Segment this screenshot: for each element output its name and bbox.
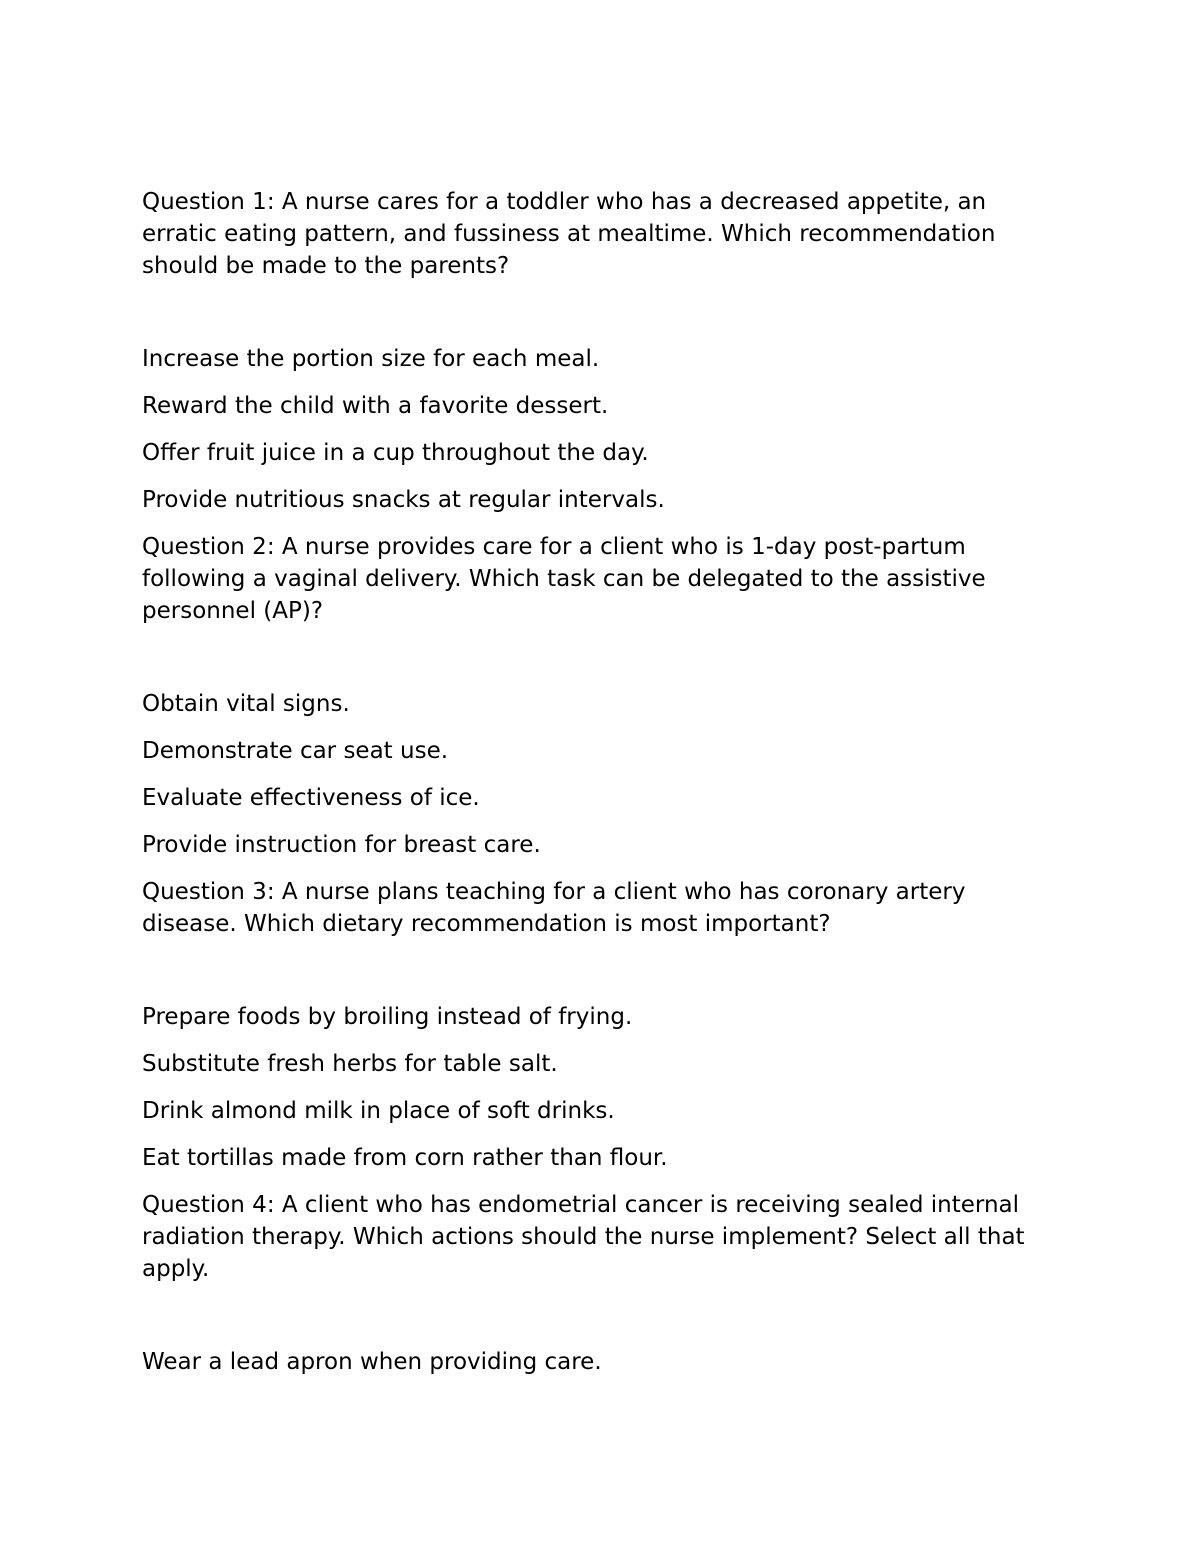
question-block-1 (142, 186, 1062, 516)
question-3-options (142, 1001, 1062, 1174)
question-2-option-2: Demonstrate car seat use. (142, 738, 449, 764)
question-1-options (142, 343, 1062, 516)
question-1-option-2: Reward the child with a favorite dessert. (142, 393, 609, 419)
question-1-option-3: Offer fruit juice in a cup throughout the day. (142, 440, 649, 466)
document-content (142, 186, 1062, 1393)
question-3-stem: Question 3: A nurse plans teaching for a client who has coronary artery disease. Which dietary recommendation is most important? (142, 879, 966, 937)
question-block-2 (142, 531, 1062, 861)
question-3-option-4: Eat tortillas made from corn rather than flour. (142, 1145, 668, 1171)
question-block-4 (142, 1189, 1062, 1378)
question-3-option-2: Substitute fresh herbs for table salt. (142, 1051, 558, 1077)
question-2-option-4: Provide instruction for breast care. (142, 832, 541, 858)
question-4-stem: Question 4: A client who has endometrial cancer is receiving sealed internal radiation therapy. Which actions should the nurse implement? Select all that apply. (142, 1192, 1025, 1282)
question-1-stem: Question 1: A nurse cares for a toddler who has a decreased appetite, an erratic eating pattern, and fussiness at mealtime. Which recommendation should be made to the parents? (142, 189, 996, 279)
question-2-option-1: Obtain vital signs. (142, 691, 350, 717)
question-3-option-1: Prepare foods by broiling instead of frying. (142, 1004, 633, 1030)
question-2-option-3: Evaluate effectiveness of ice. (142, 785, 480, 811)
question-3-option-3: Drink almond milk in place of soft drinks. (142, 1098, 615, 1124)
question-1-option-4: Provide nutritious snacks at regular intervals. (142, 487, 665, 513)
question-2-options (142, 688, 1062, 861)
question-block-3 (142, 876, 1062, 1174)
question-1-option-1: Increase the portion size for each meal. (142, 346, 600, 372)
question-4-options (142, 1346, 1062, 1378)
question-2-stem: Question 2: A nurse provides care for a client who is 1-day post-partum following a vaginal delivery. Which task can be delegated to the assistive personnel (AP)? (142, 534, 986, 624)
question-4-option-1: Wear a lead apron when providing care. (142, 1349, 602, 1375)
